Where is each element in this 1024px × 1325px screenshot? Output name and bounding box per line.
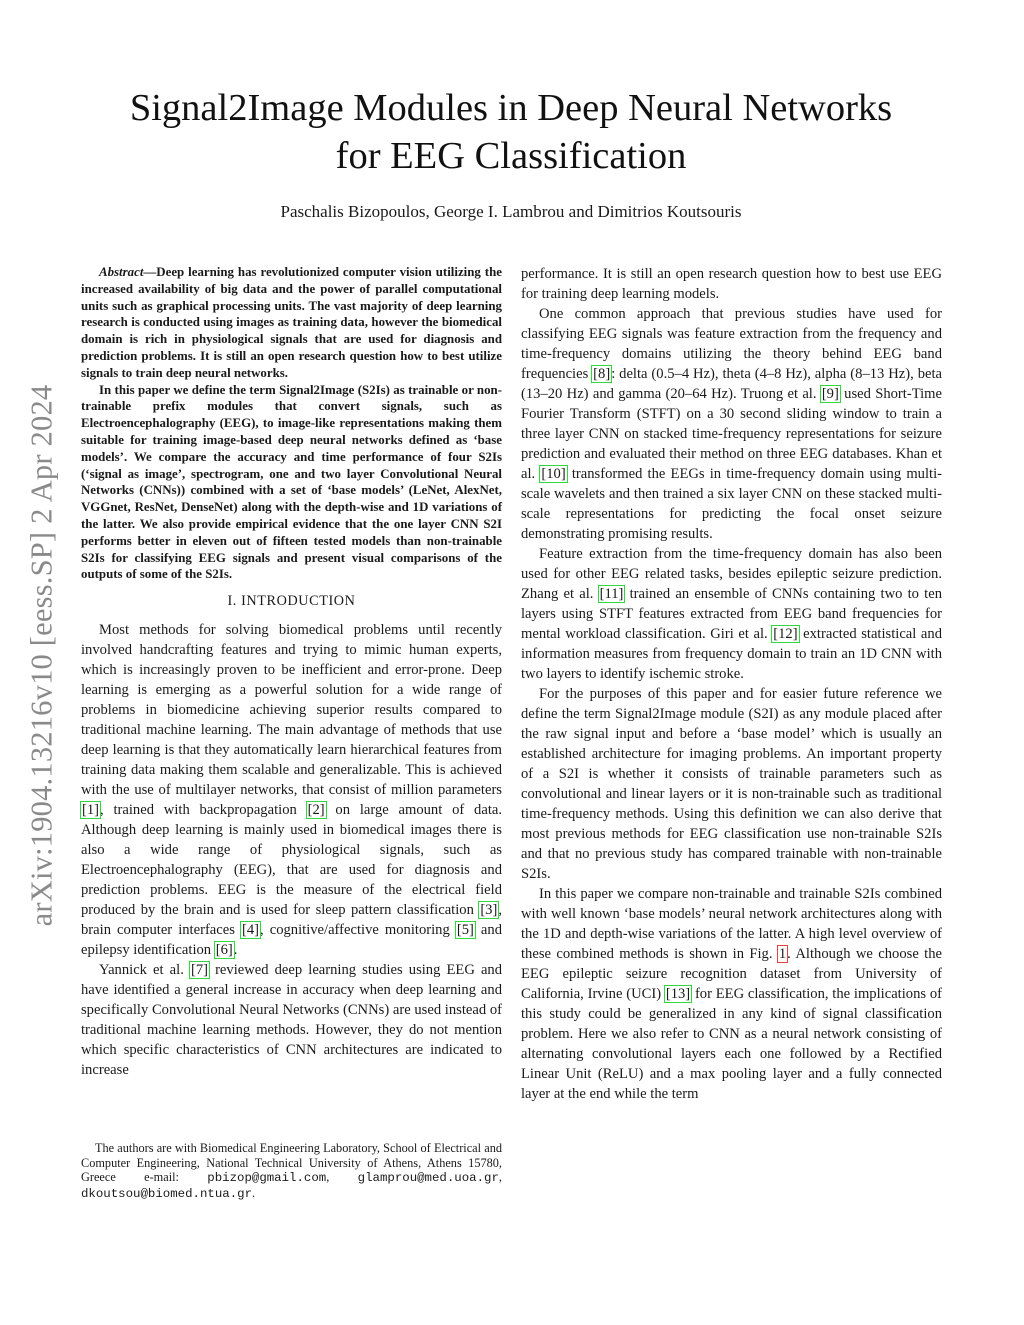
email-link-2[interactable]: glamprou@med.uoa.gr bbox=[357, 1171, 499, 1185]
title-line-2: for EEG Classification bbox=[335, 135, 687, 177]
right-paragraph-3: For the purposes of this paper and for easier future reference we define the term Signal2Image module (S2I) as any module placed after the raw signal input and before a ‘base model’ which is usually an established architecture for imaging problems. An important property of a S2I is whether it consists of trainable parameters such as convolutional and linear layers or it is non-trainable such as traditional time-frequency methods. Using this definition we can also derive that most previous methods for EEG classification use non-trainable S2Is and that no previous study has compared trainable with non-trainable S2Is. bbox=[521, 686, 942, 882]
citation-link-13[interactable]: [13] bbox=[665, 986, 691, 1002]
citation-link-12[interactable]: [12] bbox=[773, 626, 798, 642]
left-column bbox=[81, 264, 502, 1080]
citation-link-1[interactable]: [1] bbox=[82, 802, 100, 819]
right-column bbox=[521, 264, 942, 1104]
citation-link-9[interactable]: [9] bbox=[821, 386, 839, 402]
right-paragraph-0: performance. It is still an open research question how to best use EEG for training deep learning models. bbox=[521, 266, 942, 302]
citation-link-5[interactable]: [5] bbox=[456, 922, 474, 939]
abstract bbox=[81, 264, 502, 583]
text-run: , cognitive/affective monitoring bbox=[260, 922, 456, 939]
right-paragraph-1 bbox=[521, 304, 942, 544]
title-line-1: Signal2Image Modules in Deep Neural Networks bbox=[129, 87, 893, 129]
citation-link-4[interactable]: [4] bbox=[241, 922, 260, 939]
author-list: Paschalis Bizopoulos, George I. Lambrou and Dimitrios Koutsouris bbox=[280, 202, 742, 221]
paper-title bbox=[80, 84, 942, 180]
email-link-1[interactable]: pbizop@gmail.com bbox=[207, 1171, 327, 1185]
abstract-label: Abstract bbox=[99, 265, 144, 279]
text-run: In this paper we compare non-trainable and trainable S2Is combined with well known ‘base models’ neural network architectures along with the 1D and depth-wise variations of the latter. A high level overview of these combined methods is shown in Fig. bbox=[521, 886, 942, 962]
text-run: , bbox=[326, 1170, 358, 1184]
citation-link-11[interactable]: [11] bbox=[599, 586, 624, 602]
citation-link-7[interactable]: [7] bbox=[190, 962, 208, 979]
text-run: for EEG classification, the implications of this study could be generalized in any kind of signal classification problem. Here we also refer to CNN as a neural network consisting of alternating convolutional layers each one followed by a Rectified Linear Unit (ReLU) and a max pooling layer and a fully connected layer at the end while the term bbox=[521, 986, 942, 1102]
abstract-text-1: —Deep learning has revolutionized computer vision utilizing the increased availability of big data and the power of parallel computational units such as graphical processing units. The vast majority of deep learning research is conducted using images as training data, however the biomedical domain is rich in physiological signals that are used for diagnosis and prediction problems. It is still an open research question how to best utilize signals to train deep neural networks. bbox=[81, 265, 502, 380]
text-run: One common approach that previous studies have used for classifying EEG signals was feature extraction from the frequency and time-frequency domains utilizing the theory behind EEG band frequencies bbox=[521, 306, 942, 382]
arxiv-stamp-text: arXiv:1904.13216v10 [eess.SP] 2 Apr 2024 bbox=[24, 384, 59, 926]
figure-link-1[interactable]: 1 bbox=[778, 946, 787, 962]
text-run: and epilepsy identification bbox=[81, 922, 502, 959]
intro-paragraph-1 bbox=[81, 620, 502, 960]
email-link-3[interactable]: dkoutsou@biomed.ntua.gr bbox=[81, 1186, 253, 1201]
author-affiliation-footnote bbox=[81, 1141, 502, 1201]
intro-paragraph-2 bbox=[81, 960, 502, 1080]
text-run: Feature extraction from the time-frequency domain has also been used for other EEG related tasks, besides epileptic seizure prediction. Zhang et al. bbox=[521, 546, 942, 602]
right-paragraph-2 bbox=[521, 544, 942, 684]
text-run: . bbox=[252, 1185, 256, 1200]
text-run: Most methods for solving biomedical problems until recently involved handcrafting features and trying to mimic human experts, which is increasingly proven to be inefficient and error-prone. Deep learning is emerging as a powerful solution for a wide range of problems in biomedicine achieving superior results compared to traditional machine learning. The main advantage of methods that use deep learning is that they automatically learn hierarchical features from training data making them scalable and generalizable. This is achieved with the use of multilayer networks, that consist of million parameters bbox=[81, 622, 502, 799]
text-run: , brain computer interfaces bbox=[81, 902, 502, 939]
text-run: reviewed deep learning studies using EEG and have identified a general increase in accuracy when deep learning and specifically Convolutional Neural Networks (CNNs) are used instead of traditional machine learning methods. However, they do not mention which specific characteristics of CNN architectures are indicated to increase bbox=[81, 962, 503, 1079]
text-run: transformed the EEGs in time-frequency domain using multi-scale wavelets and then trained a six layer CNN on these stacked multi-scale representations for predicting the focal onset seizure demonstrating promising results. bbox=[521, 466, 942, 542]
citation-link-8[interactable]: [8] bbox=[593, 366, 611, 382]
text-run: : delta (0.5–4 Hz), theta (4–8 Hz), alpha (8–13 Hz), beta (13–20 Hz) and gamma (20–64 Hz). Truong et al. bbox=[521, 366, 942, 402]
text-run: , bbox=[498, 1170, 502, 1184]
citation-link-3[interactable]: [3] bbox=[480, 902, 498, 919]
text-run: . bbox=[233, 942, 238, 959]
text-run: . Although we choose the EEG epileptic seizure recognition dataset from University of California, Irvine (UCI) bbox=[521, 946, 942, 1002]
citation-link-10[interactable]: [10] bbox=[541, 466, 566, 482]
text-run: Yannick et al. bbox=[99, 962, 190, 979]
abstract-paragraph-2: In this paper we define the term Signal2Image (S2Is) as trainable or non-trainable prefix modules that convert signals, such as Electroencephalography (EEG), to image-like representations making them suitable for training image-based deep neural networks defined as ‘base models’. We compare the accuracy and time performance of four S2Is (‘signal as image’, spectrogram, one and two layer Convolutional Neural Networks (CNNs)) combined with a set of ‘base models’ (LeNet, AlexNet, VGGnet, ResNet, DenseNet) along with the depth-wise and 1D variations of the latter. We also provide empirical evidence that the one layer CNN S2I performs better in eleven out of fifteen tested models than non-trainable S2Is for classifying EEG signals and present visual comparisons of the outputs of some of the S2Is. bbox=[81, 382, 502, 582]
text-run: used Short-Time Fourier Transform (STFT) on a 30 second sliding window to train a three layer CNN on stacked time-frequency representations for seizure prediction and evaluated their method on three EEG databases. Khan et al. bbox=[521, 386, 942, 482]
abstract-paragraph-1 bbox=[81, 264, 502, 382]
section-heading-introduction: I. INTRODUCTION bbox=[227, 593, 356, 610]
citation-link-6[interactable]: [6] bbox=[215, 942, 233, 959]
text-run: trained an ensemble of CNNs containing two to ten layers using STFT features extracted from EEG band frequencies for mental workload classification. Giri et al. bbox=[521, 586, 942, 642]
text-run: on large amount of data. Although deep learning is mainly used in biomedical images there is also a wide range of physiological signals, such as Electroencephalography (EEG), that are used for diagnosis and prediction problems. EEG is the measure of the electrical field produced by the brain and is used for sleep pattern classification bbox=[81, 802, 502, 919]
footnote-text: The authors are with Biomedical Engineering Laboratory, School of Electrical and Computer Engineering, National Technical University of Athens, Athens 15780, Greece e-mail: bbox=[81, 1141, 502, 1184]
arxiv-identifier-stamp bbox=[12, 345, 72, 965]
citation-link-2[interactable]: [2] bbox=[307, 802, 325, 819]
right-paragraph-4 bbox=[521, 884, 942, 1104]
text-run: , trained with backpropagation bbox=[100, 802, 307, 819]
text-run: extracted statistical and information measures from frequency domain to train an 1D CNN with two layers to identify ischemic stroke. bbox=[521, 626, 942, 682]
